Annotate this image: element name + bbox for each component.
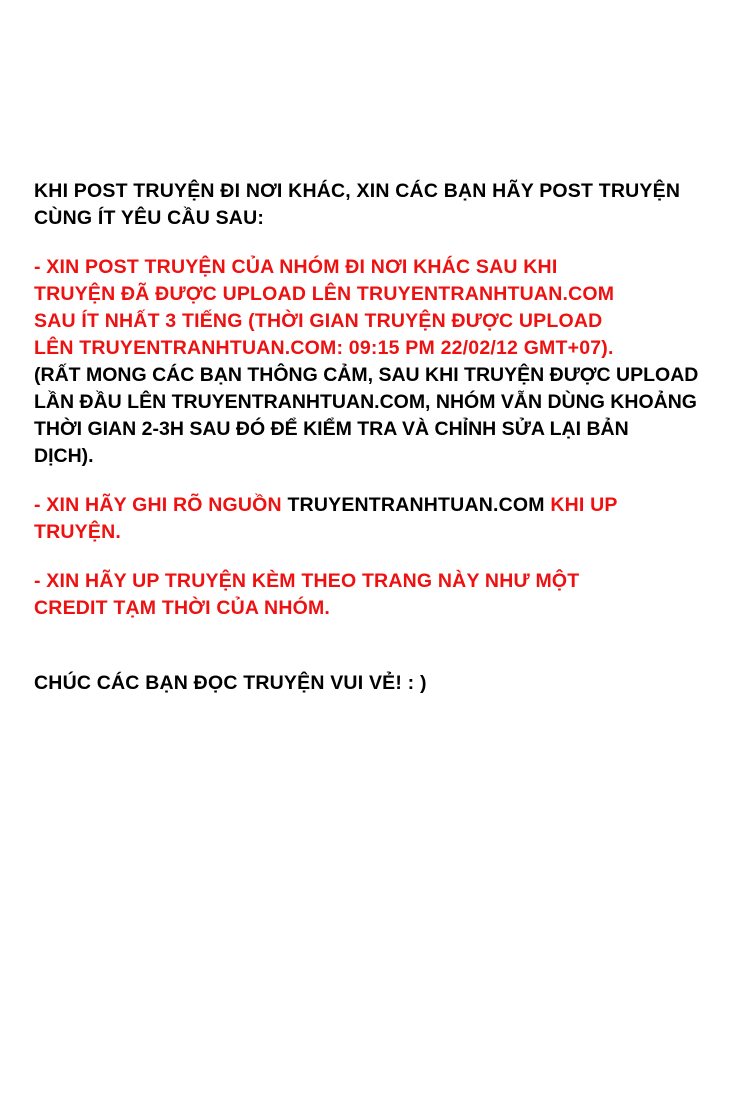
rule-1-line-3: SAU ÍT NHẤT 3 TIẾNG (THỜI GIAN TRUYỆN ĐƯỢC UPLOAD [34,310,603,332]
rule-1-note-line-2: LẦN ĐẦU LÊN TRUYENTRANHTUAN.COM, NHÓM VẪN DÙNG KHOẢNG [34,391,697,413]
rule-1-note-line-4: DỊCH). [34,445,94,467]
notice-text-block [34,178,724,719]
rule-2-line-1 [34,492,724,519]
closing-line-1: CHÚC CÁC BẠN ĐỌC TRUYỆN VUI VẺ! : ) [34,672,427,694]
rule-1-paragraph [34,254,724,362]
rule-2-line-1-accent-start: - XIN HÃY GHI RÕ NGUỒN [34,494,288,516]
rule-3-paragraph [34,568,724,622]
rule-2-paragraph [34,492,724,546]
rule-2-line-1-accent-end: KHI UP [544,494,618,516]
intro-paragraph [34,178,724,232]
rule-1-line-2: TRUYỆN ĐÃ ĐƯỢC UPLOAD LÊN TRUYENTRANHTUAN.COM [34,283,615,305]
rule-2-line-2: TRUYỆN. [34,521,121,543]
rule-1-line-1: - XIN POST TRUYỆN CỦA NHÓM ĐI NƠI KHÁC SAU KHI [34,256,558,278]
closing-spacer [34,644,724,670]
rule-1-note-paragraph [34,362,724,470]
intro-line-1: KHI POST TRUYỆN ĐI NƠI KHÁC, XIN CÁC BẠN HÃY POST TRUYỆN [34,180,681,202]
rule-3-line-2: CREDIT TẠM THỜI CỦA NHÓM. [34,597,331,619]
rule-3-line-1: - XIN HÃY UP TRUYỆN KÈM THEO TRANG NÀY NHƯ MỘT [34,570,580,592]
rule-1-note-line-1: (RẤT MONG CÁC BẠN THÔNG CẢM, SAU KHI TRUYỆN ĐƯỢC UPLOAD [34,364,699,386]
intro-line-2: CÙNG ÍT YÊU CẦU SAU: [34,207,265,229]
rule-1-line-4: LÊN TRUYENTRANHTUAN.COM: 09:15 PM 22/02/12 GMT+07). [34,337,614,359]
closing-paragraph [34,670,724,697]
rule-1-note-line-3: THỜI GIAN 2-3H SAU ĐÓ ĐỂ KIỂM TRA VÀ CHỈNH SỬA LẠI BẢN [34,418,629,440]
rule-2-site-name: TRUYENTRANHTUAN.COM [287,494,545,516]
